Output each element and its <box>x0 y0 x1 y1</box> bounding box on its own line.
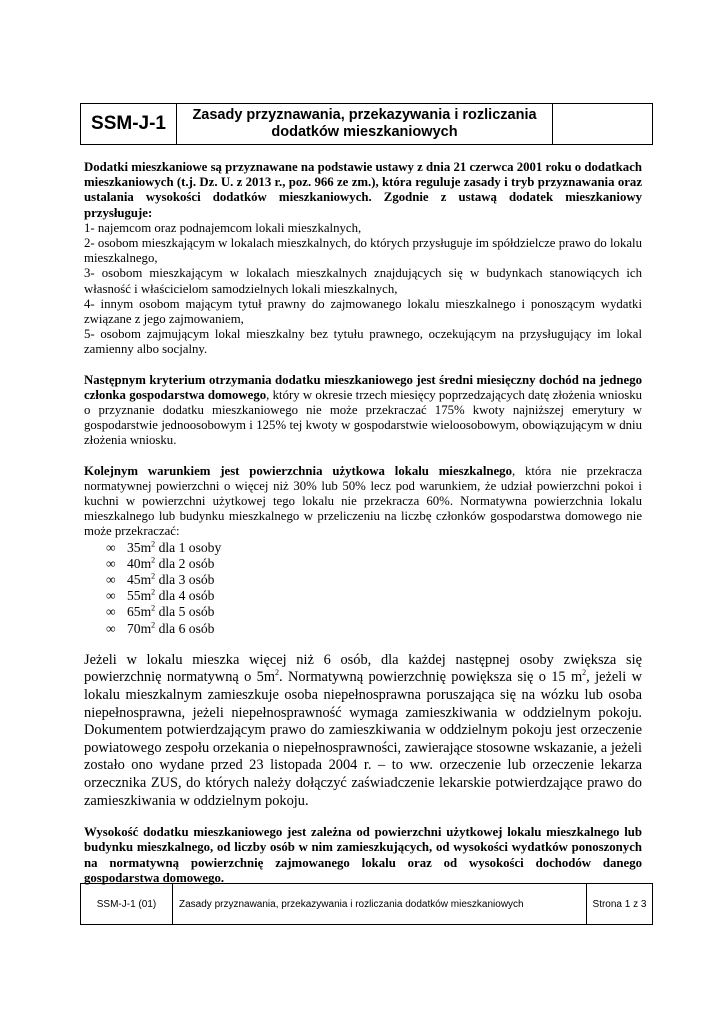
intro-paragraph: Dodatki mieszkaniowe są przyznawane na podstawie ustawy z dnia 21 czerwca 2001 roku o dodatkach mieszkaniowych (t.j. Dz. U. z 2013 r., poz. 966 ze zm.), która reguluje zasady i tryb przyznawania oraz ustalania wysokości dodatków mieszkaniowych. Zgodnie z ustawą dodatek mieszkaniowy przysługuje: <box>84 160 642 220</box>
footer-code: SSM-J-1 (01) <box>81 884 173 924</box>
document-code: SSM-J-1 <box>81 104 177 144</box>
infinity-bullet-icon: ∞ <box>106 539 116 555</box>
area-paragraph <box>84 464 642 540</box>
area-criterion: Kolejnym warunkiem jest powierzchnia użytkowa lokalu mieszkalnego <box>84 463 512 478</box>
extra-area-paragraph: Jeżeli w lokalu mieszka więcej niż 6 osób, dla każdej następnej osoby zwiększa się powierzchnię normatywną o $5m^2$. Normatywną powierzchnię powiększa się o 15 $m^2$, jeżeli w lokalu mieszkalnym zamieszkuje osoba niepełnosprawna poruszająca się na wózku lub osoba niepełnosprawna, jeżeli niepełnosprawność wymaga zamieszkiwania w oddzielnym pokoju. Dokumentem potwierdzającym prawo do zamieszkiwania w oddzielnym pokoju jest orzeczenie powiatowego zespołu orzekania o niepełnosprawności, zawierające stosowne wskazanie, a jeżeli zostało ono wydane przed 23 listopada 2004 r. – to ww. orzeczenie lub orzeczenie lekarza orzecznika ZUS, do których należy dołączyć zaświadczenie lekarskie potwierdzające prawo do zamieszkiwania w oddzielnym pokoju. <box>84 651 642 809</box>
document-title <box>177 104 553 144</box>
area-limit-item: ∞ $55m^2$ dla 4 osób <box>106 587 215 604</box>
footer-title: Zasady przyznawania, przekazywania i rozliczania dodatków mieszkaniowych <box>173 884 587 924</box>
document-footer <box>80 883 653 925</box>
infinity-bullet-icon: ∞ <box>106 604 116 620</box>
income-paragraph <box>84 373 642 449</box>
document-header <box>80 103 653 145</box>
area-limit-item: ∞ $65m^2$ dla 5 osób <box>106 603 215 620</box>
income-details: , który w okresie trzech miesięcy poprzedzających datę złożenia wniosku o przyznanie dodatku mieszkaniowego nie może przekraczać 175% kwoty najniższej emerytury w gospodarstwie jednoosobowym i 125% tej kwoty w gospodarstwie wieloosobowym, obowiązującym w dniu złożenia wniosku. <box>84 387 642 448</box>
infinity-bullet-icon: ∞ <box>106 555 116 571</box>
amount-paragraph: Wysokość dodatku mieszkaniowego jest zależna od powierzchni użytkowej lokalu mieszkalnego lub budynku mieszkalnego, od liczby osób w nim zamieszkujących, od wysokości wydatków ponoszonych na normatywną powierzchnię zajmowanego lokalu oraz od wysokości dochodów danego gospodarstwa domowego. <box>84 825 642 885</box>
page-number: Strona 1 z 3 <box>592 898 647 910</box>
document-title-line2: dodatków mieszkaniowych <box>271 124 458 140</box>
eligibility-item: 3- osobom mieszkającym w lokalach mieszkalnych znajdujących się w budynkach stanowiących ich własność i właścicielom samodzielnych lokali mieszkalnych, <box>84 266 642 296</box>
area-limit-item: ∞ $70m^2$ dla 6 osób <box>106 620 215 636</box>
infinity-bullet-icon: ∞ <box>106 572 116 588</box>
eligibility-item: 2- osobom mieszkającym w lokalach mieszkalnych, do których przysługuje im spółdzielcze prawo do lokalu mieszkalnego, <box>84 236 642 266</box>
area-limits-list <box>84 540 642 637</box>
document-title-line1: Zasady przyznawania, przekazywania i rozliczania <box>192 107 537 123</box>
income-criterion: Następnym kryterium otrzymania dodatku mieszkaniowego jest średni miesięczny dochód na jednego członka gospodarstwa domowego <box>84 372 642 402</box>
infinity-bullet-icon: ∞ <box>106 620 116 636</box>
area-details: , która nie przekracza normatywnej powierzchni o więcej niż 30% lub 50% lecz pod warunkiem, że udział powierzchni pokoi i kuchni w powierzchni użytkowej tego lokalu nie przekracza 60%. Normatywna powierzchnia lokalu mieszkalnego lub budynku mieszkalnego w przeliczeniu na liczbę członków gospodarstwa domowego nie może przekraczać: <box>84 463 642 539</box>
eligibility-item: 5- osobom zajmującym lokal mieszkalny bez tytułu prawnego, oczekującym na przysługujący im lokal zamienny albo socjalny. <box>84 327 642 357</box>
document-body <box>84 160 642 886</box>
eligibility-item: 4- innym osobom mającym tytuł prawny do zajmowanego lokalu mieszkalnego i ponoszącym wydatki związane z jego zajmowaniem, <box>84 296 642 327</box>
area-limit-item: ∞ $35m^2$ dla 1 osoby <box>106 539 222 555</box>
infinity-bullet-icon: ∞ <box>106 588 116 604</box>
header-empty-cell <box>553 104 652 144</box>
area-limit-item: ∞ $40m^2$ dla 2 osób <box>106 555 215 571</box>
area-limit-item: ∞ $45m^2$ dla 3 osób <box>106 571 215 588</box>
eligibility-item: 1- najemcom oraz podnajemcom lokali mieszkalnych, <box>84 220 362 235</box>
